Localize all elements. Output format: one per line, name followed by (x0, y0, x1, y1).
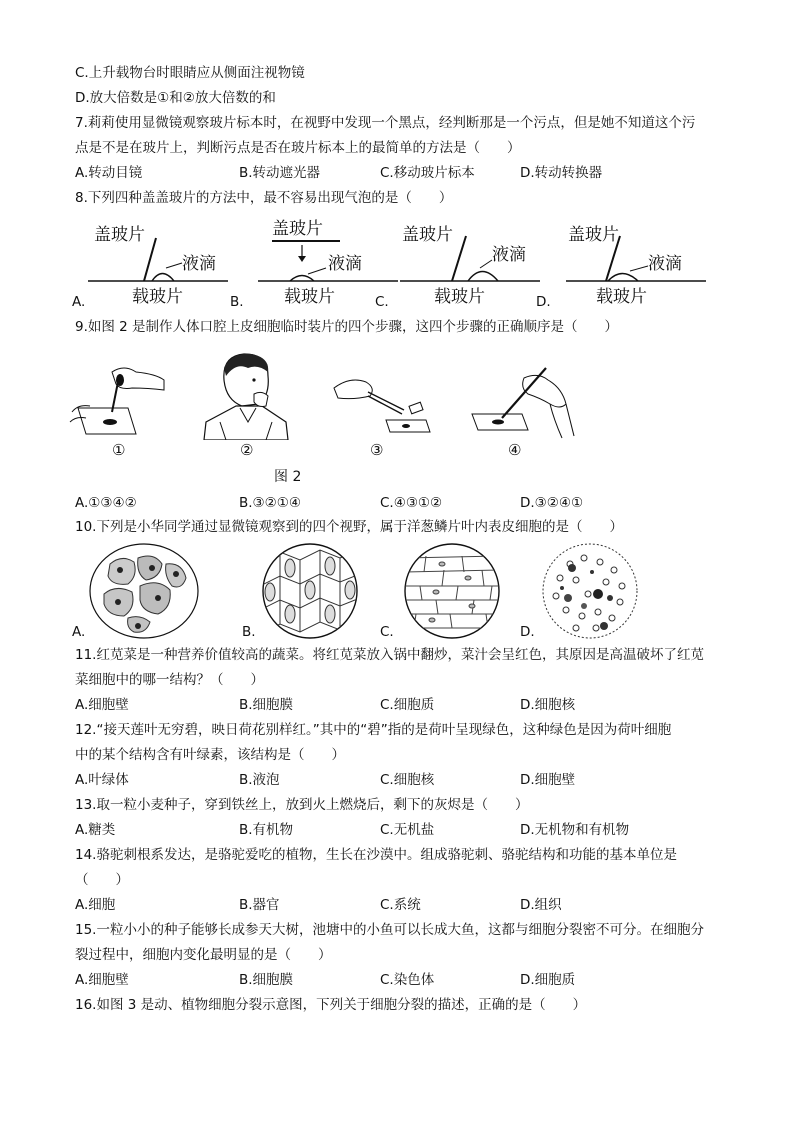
q8-b-droplet-label: 液滴 (328, 254, 362, 274)
q6-option-d: D.放大倍数是①和②放大倍数的和 (75, 90, 276, 106)
q10-view-c (402, 542, 502, 640)
q14-stem-line2: （ ） (75, 872, 129, 888)
q14-option-c: C.系统 (380, 897, 421, 913)
q8-d-coverslip-label: 盖玻片 (568, 225, 619, 245)
q8-option-b-letter: B. (230, 294, 244, 310)
q7-options (75, 164, 735, 182)
q10-option-b-letter: B. (242, 624, 256, 640)
q12-option-b: B.液泡 (239, 772, 280, 788)
q13-option-d: D.无机物和有机物 (520, 822, 630, 838)
q8-diagram-d (560, 216, 710, 308)
q9-step2-label: ② (240, 441, 254, 459)
q7-option-a: A.转动目镜 (75, 165, 143, 181)
q12-option-d: D.细胞壁 (520, 772, 576, 788)
q8-option-c-letter: C. (375, 294, 389, 310)
q8-figure (72, 216, 752, 308)
q10-option-d-letter: D. (520, 624, 535, 640)
q13-option-c: C.无机盐 (380, 822, 435, 838)
q8-a-slide-label: 载玻片 (132, 287, 183, 307)
q14-option-b: B.器官 (239, 897, 280, 913)
q7-stem-line2: 点是不是在玻片上，判断污点是否在玻片标本上的最简单的方法是（ ） (75, 140, 521, 156)
q15-option-a: A.细胞壁 (75, 972, 129, 988)
q9-figure (68, 350, 568, 460)
q9-option-b: B.③②①④ (239, 495, 301, 511)
q11-stem-line2: 菜细胞中的哪一结构？（ ） (75, 672, 264, 688)
q8-stem: 8.下列四种盖盖玻片的方法中，最不容易出现气泡的是（ ） (75, 190, 453, 206)
q15-stem-line2: 裂过程中，细胞内变化最明显的是（ ） (75, 947, 332, 963)
q8-c-slide-label: 载玻片 (434, 287, 485, 307)
q11-option-a: A.细胞壁 (75, 697, 129, 713)
q10-view-a (88, 542, 200, 640)
q8-d-slide-label: 载玻片 (596, 287, 647, 307)
q12-stem-line2: 中的某个结构含有叶绿素，该结构是（ ） (75, 747, 345, 763)
q9-option-d: D.③②④① (520, 495, 584, 511)
q13-option-b: B.有机物 (239, 822, 294, 838)
q9-step1-label: ① (112, 441, 126, 459)
q11-option-c: C.细胞质 (380, 697, 435, 713)
q9-stem: 9.如图 2 是制作人体口腔上皮细胞临时装片的四个步骤，这四个步骤的正确顺序是（ ） (75, 319, 619, 335)
q8-d-droplet-label: 液滴 (648, 254, 682, 274)
q11-stem-line1: 11.红苋菜是一种营养价值较高的蔬菜。将红苋菜放入锅中翻炒，菜汁会呈红色，其原因是高温破坏了红苋 (75, 647, 704, 663)
q15-option-d: D.细胞质 (520, 972, 576, 988)
q15-stem-line1: 15.一粒小小的种子能够长成参天大树，池塘中的小鱼可以长成大鱼，这都与细胞分裂密不可分。在细胞分 (75, 922, 704, 938)
q14-option-a: A.细胞 (75, 897, 116, 913)
q9-step1-drawing (68, 362, 178, 442)
q13-stem: 13.取一粒小麦种子，穿到铁丝上，放到火上燃烧后，剩下的灰烬是（ ） (75, 797, 529, 813)
q8-b-coverslip-label: 盖玻片 (272, 219, 323, 239)
q7-stem-line1: 7.莉莉使用显微镜观察玻片标本时，在视野中发现一个黑点，经判断那是一个污点，但是她不知道这个污 (75, 115, 696, 131)
q9-step3-drawing (330, 370, 440, 440)
q8-diagram-d-drawing (560, 216, 710, 308)
q11-options (75, 696, 735, 714)
q8-diagram-c-drawing (394, 216, 544, 308)
q9-option-a: A.①③④② (75, 495, 137, 511)
q12-option-a: A.叶绿体 (75, 772, 129, 788)
q9-step3-label: ③ (370, 441, 384, 459)
q6-option-c: C.上升载物台时眼睛应从侧面注视物镜 (75, 65, 305, 81)
q8-a-droplet-label: 液滴 (182, 254, 216, 274)
q15-option-c: C.染色体 (380, 972, 435, 988)
q13-option-a: A.糖类 (75, 822, 116, 838)
q8-option-a-letter: A. (72, 294, 86, 310)
q15-option-b: B.细胞膜 (239, 972, 294, 988)
q12-stem-line1: 12.“接天莲叶无穷碧，映日荷花别样红。”其中的“碧”指的是荷叶呈现绿色，这种绿色是因为荷叶细胞 (75, 722, 672, 738)
q9-step2-drawing (196, 350, 296, 440)
q10-view-d (540, 542, 640, 640)
q7-option-d: D.转动转换器 (520, 165, 603, 181)
q14-option-d: D.组织 (520, 897, 562, 913)
q16-stem: 16.如图 3 是动、植物细胞分裂示意图，下列关于细胞分裂的描述，正确的是（ ） (75, 997, 587, 1013)
q10-option-c-letter: C. (380, 624, 394, 640)
q9-option-c: C.④③①② (380, 495, 443, 511)
q10-stem: 10.下列是小华同学通过显微镜观察到的四个视野，属于洋葱鳞片叶内表皮细胞的是（ ） (75, 519, 623, 535)
q8-diagram-a (82, 216, 232, 308)
q7-option-b: B.转动遮光器 (239, 165, 321, 181)
q9-options (75, 494, 735, 512)
q14-stem-line1: 14.骆驼刺根系发达，是骆驼爱吃的植物，生长在沙漠中。组成骆驼刺、骆驼结构和功能的基本单位是 (75, 847, 677, 863)
q11-option-b: B.细胞膜 (239, 697, 294, 713)
q10-figure (70, 540, 750, 644)
q12-option-c: C.细胞核 (380, 772, 435, 788)
q12-options (75, 771, 735, 789)
q14-options (75, 896, 735, 914)
q7-option-c: C.移动玻片标本 (380, 165, 475, 181)
q8-c-droplet-label: 液滴 (492, 245, 526, 265)
q9-step4-label: ④ (508, 441, 522, 459)
q8-b-slide-label: 载玻片 (284, 287, 335, 307)
q11-option-d: D.细胞核 (520, 697, 576, 713)
q10-view-b (260, 542, 360, 640)
q8-diagram-c (394, 216, 544, 308)
figure-2-caption: 图 2 (274, 469, 302, 485)
q8-c-coverslip-label: 盖玻片 (402, 225, 453, 245)
q13-options (75, 821, 735, 839)
q9-step4-drawing (466, 358, 576, 442)
q8-a-coverslip-label: 盖玻片 (94, 225, 145, 245)
q8-diagram-a-drawing (82, 216, 232, 308)
q10-option-a-letter: A. (72, 624, 86, 640)
q8-option-d-letter: D. (536, 294, 551, 310)
q15-options (75, 971, 735, 989)
